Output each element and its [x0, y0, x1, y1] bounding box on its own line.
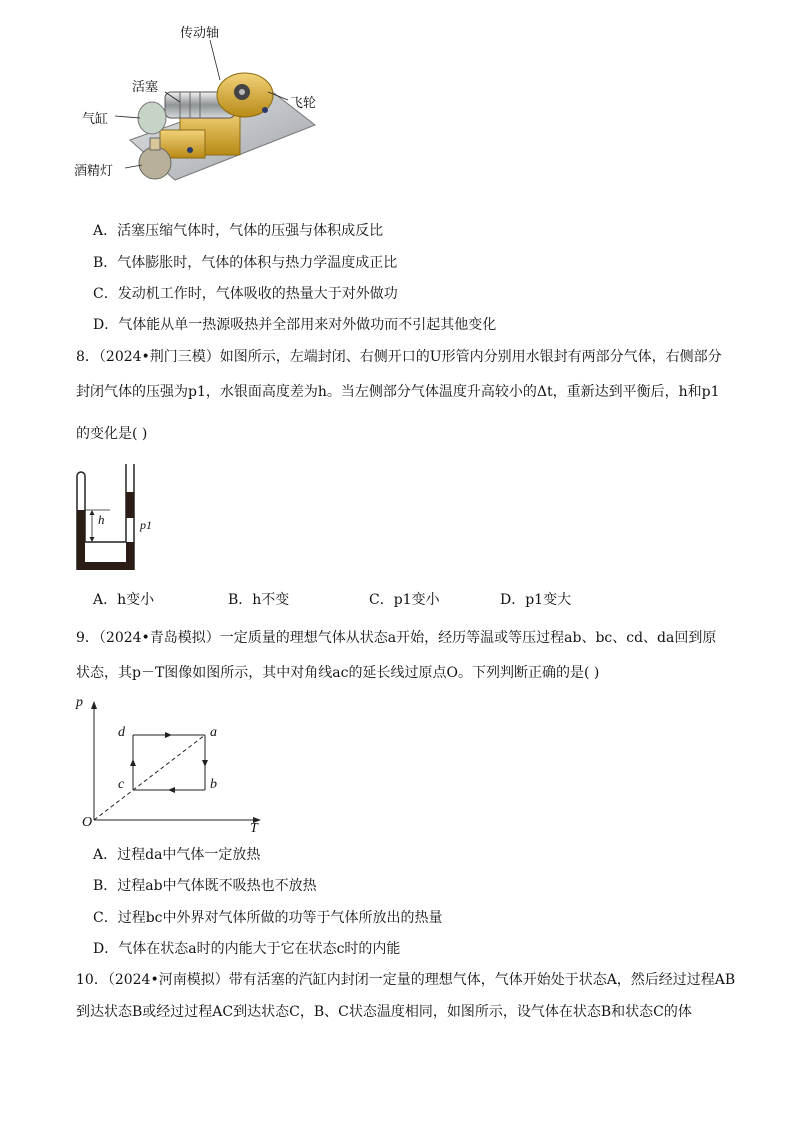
q7-option-c: C．发动机工作时，气体吸收的热量大于对外做功 — [93, 286, 398, 302]
q9-option-b: B．过程ab中气体既不吸热也不放热 — [93, 878, 317, 894]
q7-option-a: A．活塞压缩气体时，气体的压强与体积成反比 — [93, 223, 384, 239]
q7-option-b: B．气体膨胀时，气体的体积与热力学温度成正比 — [93, 255, 398, 271]
point-label-d: d — [118, 725, 125, 740]
axis-label-p: p — [76, 695, 83, 710]
q9-option-c: C．过程bc中外界对气体所做的功等于气体所放出的热量 — [93, 910, 443, 926]
label-piston: 活塞 — [132, 80, 159, 95]
point-label-a: a — [210, 725, 217, 740]
figure-label-h: h — [98, 512, 105, 527]
label-alcohol-lamp: 酒精灯 — [74, 164, 114, 179]
label-drive-shaft: 传动轴 — [180, 26, 220, 41]
p-t-diagram — [72, 695, 272, 840]
point-label-c: c — [118, 777, 125, 792]
q8-option-c: C．p1变小 — [369, 592, 440, 608]
q10-stem-line2: 到达状态B或经过过程AC到达状态C，B、C状态温度相同，如图所示，设气体在状态B和状态C的体 — [76, 1004, 692, 1020]
axis-label-t: T — [250, 821, 258, 836]
u-tube-diagram — [70, 462, 170, 572]
q7-option-d: D．气体能从单一热源吸热并全部用来对外做功而不引起其他变化 — [93, 317, 497, 333]
stirling-engine-illustration — [70, 20, 330, 210]
q9-option-a: A．过程da中气体一定放热 — [93, 847, 261, 863]
u-tube-figure — [70, 462, 170, 572]
q9-stem-line2: 状态，其p－T图像如图所示，其中对角线ac的延长线过原点O。下列判断正确的是( ) — [76, 665, 600, 681]
q9-stem-line1: 9．（2024•青岛模拟）一定质量的理想气体从状态a开始，经历等温或等压过程ab、bc、cd、da回到原 — [76, 630, 717, 646]
q10-stem-line1: 10．（2024•河南模拟）带有活塞的汽缸内封闭一定量的理想气体，气体开始处于状态A，然后经过过程AB — [76, 972, 736, 988]
q8-option-d: D．p1变大 — [500, 592, 572, 608]
q8-option-a: A．h变小 — [93, 592, 155, 608]
p-t-graph — [72, 695, 272, 840]
q8-stem-line3: 的变化是( ) — [76, 426, 148, 442]
origin-label-o: O — [82, 815, 93, 830]
q8-stem-line2: 封闭气体的压强为p1，水银面高度差为h。当左侧部分气体温度升高较小的Δt，重新达到平衡后，h和p1 — [76, 384, 720, 400]
stirling-engine-figure — [70, 20, 330, 210]
point-label-b: b — [210, 777, 217, 792]
q8-option-b: B．h不变 — [228, 592, 290, 608]
figure-label-p1: p1 — [140, 518, 152, 532]
q9-option-d: D．气体在状态a时的内能大于它在状态c时的内能 — [93, 941, 401, 957]
label-flywheel: 飞轮 — [290, 96, 317, 111]
label-cylinder: 气缸 — [82, 112, 109, 127]
q8-stem-line1: 8．（2024•荆门三模）如图所示，左端封闭、右侧开口的U形管内分别用水银封有两部分气体，右侧部分 — [76, 349, 722, 365]
